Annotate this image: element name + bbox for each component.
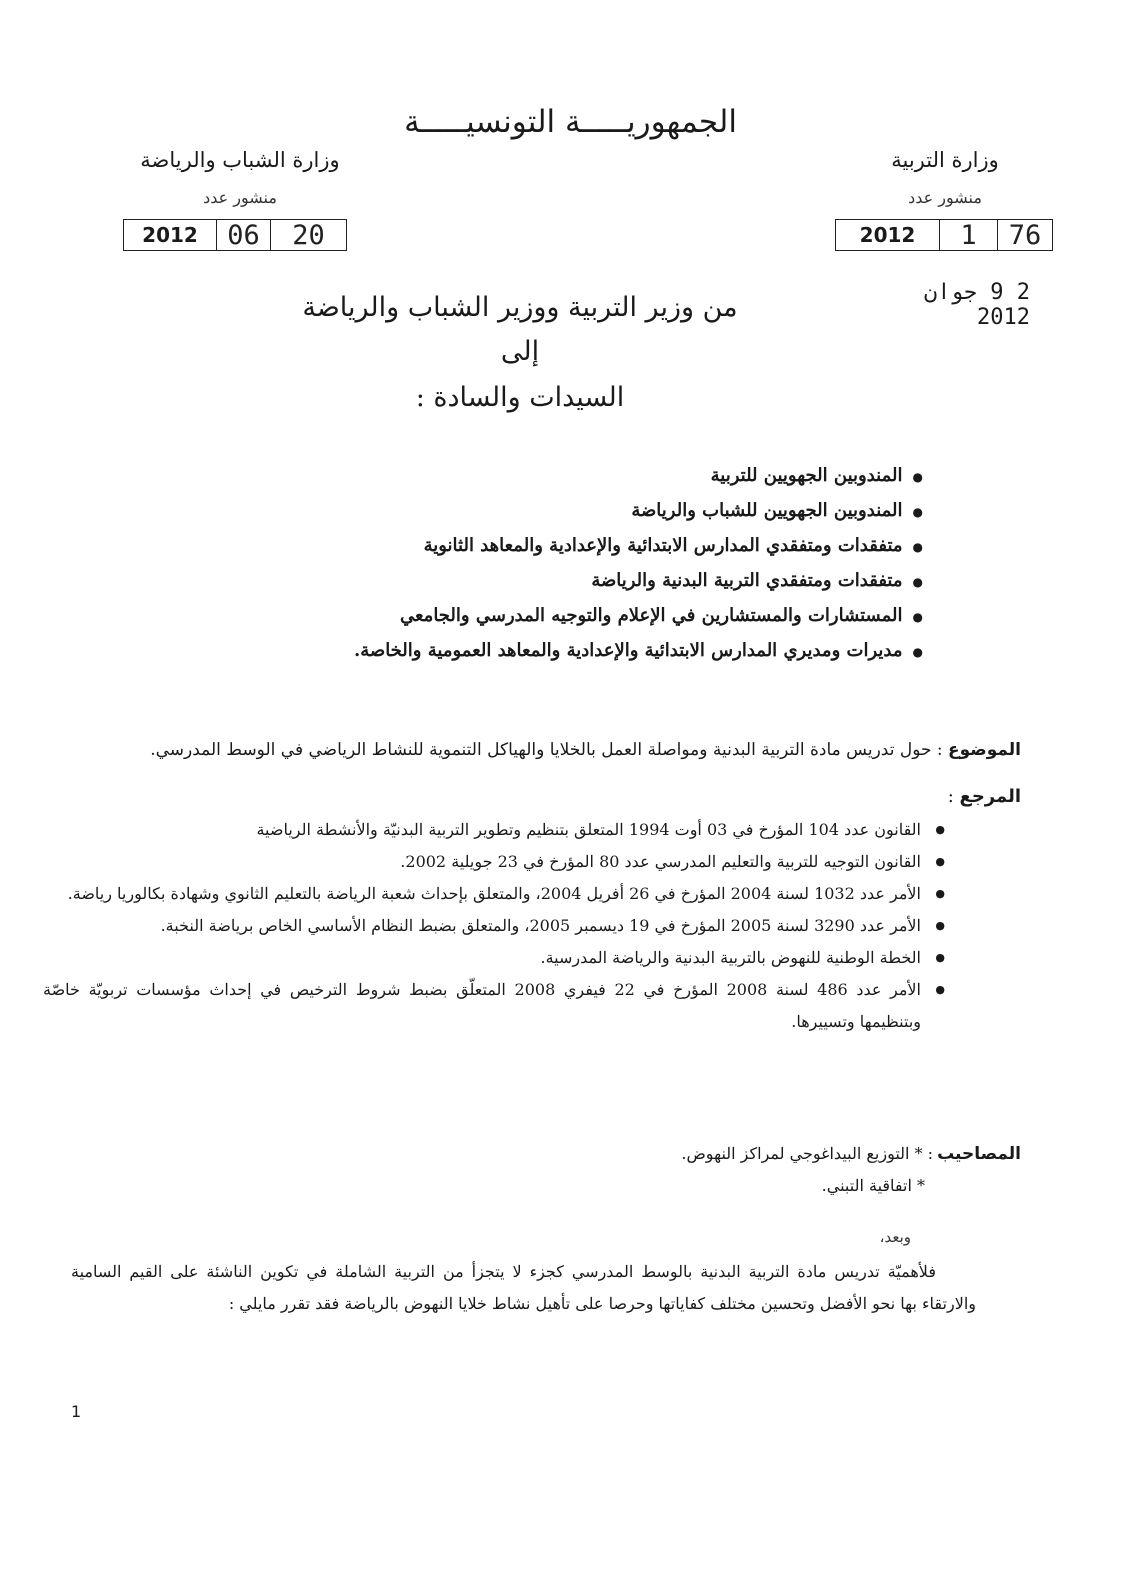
education-pub-number-box	[835, 219, 1053, 251]
list-item: ● القانون التوجيه للتربية والتعليم المدرسي عدد 80 المؤرخ في 23 جويلية 2002.	[43, 846, 923, 878]
annex-item: * التوزيع البيداغوجي لمراكز النهوض.	[681, 1144, 923, 1163]
annex-item: * اتفاقية التبني.	[821, 1176, 925, 1195]
youth-sports-pub-number-box	[123, 219, 347, 251]
pub-number-part-a: 06	[216, 220, 270, 250]
pub-number-part-b: 76	[997, 220, 1052, 250]
recipients-list	[354, 458, 923, 668]
list-item: ● متفقدات ومتفقدي التربية البدنية والرياضة	[354, 563, 923, 598]
references-list	[43, 814, 923, 1038]
to-line: إلى	[500, 336, 540, 367]
pub-number-part-a: 1	[939, 220, 997, 250]
subject-line	[11, 740, 1021, 760]
annex-first-line: المصاحيب: * التوزيع البيداغوجي لمراكز النهوض.	[681, 1144, 1021, 1164]
reference-label: المرجع	[959, 786, 1021, 807]
annex-label: المصاحيب	[937, 1144, 1021, 1164]
subject-text: : حول تدريس مادة التربية البدنية ومواصلة العمل بالخلايا والهياكل التنموية للنشاط الرياضي في الوسط المدرسي.	[150, 740, 943, 760]
education-ministry-name: وزارة التربية	[891, 148, 999, 172]
sender-line: من وزير التربية ووزير الشباب والرياضة	[302, 292, 738, 323]
youth-sports-pub-label: منشور عدد	[203, 188, 277, 207]
pub-year: 2012	[142, 223, 198, 247]
list-item: ● الأمر عدد 486 لسنة 2008 المؤرخ في 22 فيفري 2008 المتعلّق بضبط شروط الترخيص في إحداث مؤسسات تربويّة خاصّة وبتنظيمها وتسييرها.	[43, 974, 923, 1038]
page-number: 1	[71, 1402, 82, 1421]
pub-number-part-b: 20	[270, 220, 346, 250]
list-item: ● الأمر عدد 1032 لسنة 2004 المؤرخ في 26 أفريل 2004، والمتعلق بإحداث شعبة الرياضة بالتعليم الثانوي وشهادة بكالوريا رياضة.	[43, 878, 923, 910]
list-item: ● الأمر عدد 3290 لسنة 2005 المؤرخ في 19 ديسمبر 2005، والمتعلق بضبط النظام الأساسي الخاص برياضة النخبة.	[43, 910, 923, 942]
opening-word: وبعد،	[879, 1228, 911, 1246]
subject-label: الموضوع	[948, 740, 1021, 760]
list-item: ● مديرات ومديري المدارس الابتدائية والإعدادية والمعاهد العمومية والخاصة.	[354, 633, 923, 668]
circular-date: 2 9 جوان 2012	[924, 280, 1030, 330]
list-item: ● المندوبين الجهويين للتربية	[354, 458, 923, 493]
education-pub-label: منشور عدد	[908, 188, 982, 207]
list-item: ● متفقدات ومتفقدي المدارس الابتدائية والإعدادية والمعاهد الثانوية	[354, 528, 923, 563]
republic-title: الجمهوريـــــة التونسيـــــة	[404, 104, 737, 140]
reference-label-line: المرجع :	[947, 786, 1021, 807]
list-item: ● القانون عدد 104 المؤرخ في 03 أوت 1994 المتعلق بتنظيم وتطوير التربية البدنيّة والأنشطة الرياضية	[43, 814, 923, 846]
body-paragraph: فلأهميّة تدريس مادة التربية البدنية بالوسط المدرسي كجزء لا يتجزأ من التربية الشاملة في تكوين الناشئة على القيم السامية والارتقاء بها نحو الأفضل وتحسين مختلف كفاياتها وحرصا على تأهيل نشاط خلايا النهوض بالرياضة فقد تقرر مايلي :	[71, 1262, 976, 1313]
annex-block	[681, 1138, 1021, 1202]
youth-sports-ministry-name: وزارة الشباب والرياضة	[140, 148, 340, 172]
list-item: ● الخطة الوطنية للنهوض بالتربية البدنية والرياضة المدرسية.	[43, 942, 923, 974]
list-item: ● المستشارات والمستشارين في الإعلام والتوجيه المدرسي والجامعي	[354, 598, 923, 633]
list-item: ● المندوبين الجهويين للشباب والرياضة	[354, 493, 923, 528]
audience-line: السيدات والسادة :	[415, 382, 625, 413]
pub-year: 2012	[859, 223, 916, 247]
